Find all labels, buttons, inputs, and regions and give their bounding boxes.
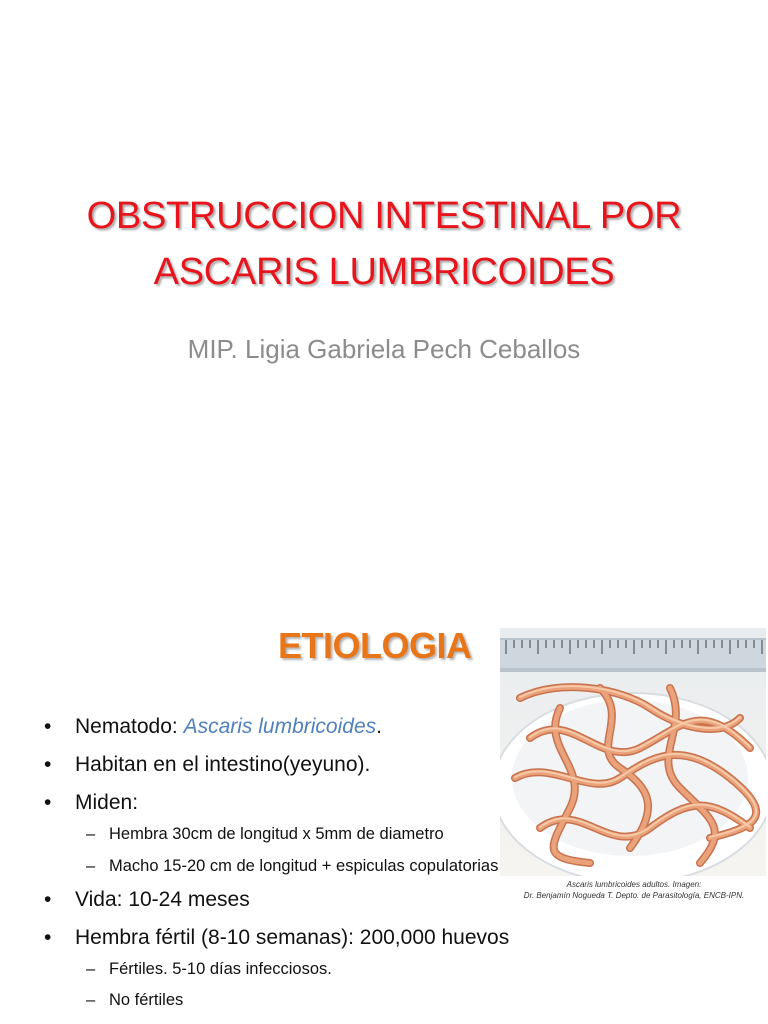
bullet-icon: • (44, 888, 52, 911)
list-item-text: Miden: (75, 791, 139, 814)
list-item-text: Hembra fértil (8-10 semanas): 200,000 huevos (75, 926, 510, 949)
bullet-icon: • (44, 715, 52, 738)
bullet-icon: • (44, 791, 52, 814)
slide-title-line-2: ASCARIS LUMBRICOIDES (153, 251, 615, 293)
list-item-text: Nematodo: (75, 715, 184, 738)
sub-list-item-text: Hembra 30cm de longitud x 5mm de diametro (109, 825, 444, 843)
bullet-icon: • (44, 926, 52, 949)
section-heading: ETIOLOGIA (278, 625, 472, 666)
list-item-suffix: . (376, 715, 382, 738)
bullet-icon: • (44, 753, 52, 776)
dash-icon: – (86, 825, 96, 843)
slide-title (0, 188, 768, 300)
dash-icon: – (86, 857, 96, 875)
slide-subtitle: MIP. Ligia Gabriela Pech Ceballos (187, 334, 581, 364)
sub-list-item-text: Fértiles. 5-10 días infecciosos. (109, 960, 332, 978)
dash-icon: – (86, 960, 96, 978)
sub-list-item-text: No fértiles (109, 991, 184, 1009)
sub-list-item-text: Macho 15-20 cm de longitud + espiculas copulatorias (109, 857, 499, 875)
slide-title-line-1: OBSTRUCCION INTESTINAL POR (86, 195, 682, 237)
list-item-text: Habitan en el intestino(yeyuno). (75, 753, 371, 776)
list-item-text: Vida: 10-24 meses (75, 888, 250, 911)
etiologia-slide (0, 575, 768, 1024)
photo-caption-line-1: Ascaris lumbricoides adultos. Imagen: (566, 880, 702, 889)
species-name: Ascaris lumbricoides (183, 715, 377, 738)
bullet-list (0, 575, 768, 1024)
dash-icon: – (86, 991, 96, 1009)
photo-caption-line-2: Dr. Benjamín Nogueda T. Depto. de Parasitología, ENCB-IPN. (523, 891, 745, 900)
